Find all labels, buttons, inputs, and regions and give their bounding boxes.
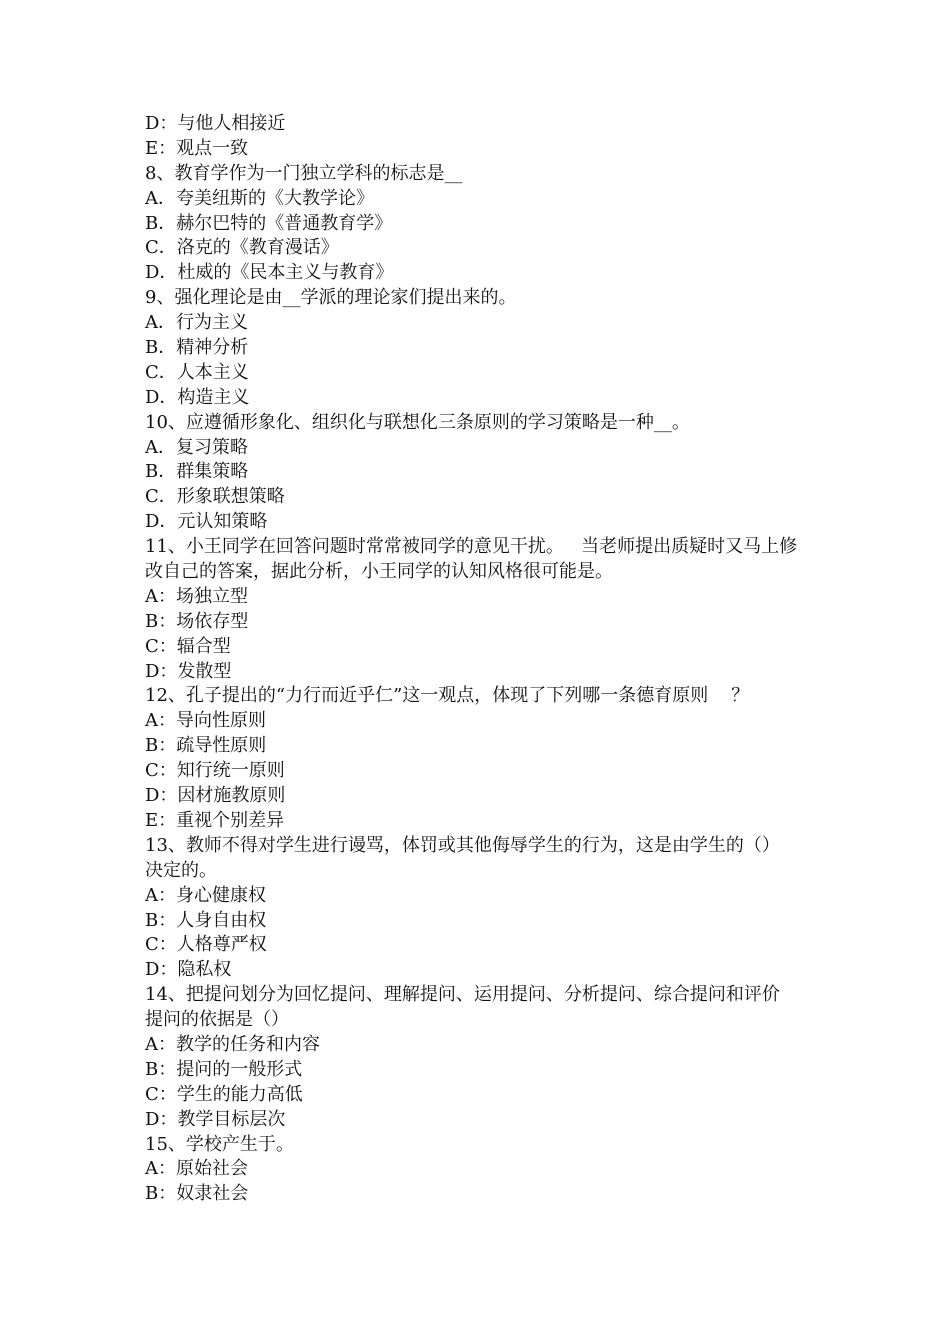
option-a-q13: A：身心健康权 xyxy=(145,884,266,906)
option-a-q11: A：场独立型 xyxy=(145,585,248,607)
option-d-q9: D．构造主义 xyxy=(145,386,250,408)
question-8: 8、教育学作为一门独立学科的标志是__ xyxy=(145,162,463,184)
option-a-q12: A：导向性原则 xyxy=(145,710,266,732)
option-b-q14: B：提问的一般形式 xyxy=(145,1058,303,1080)
option-b-q13: B：人身自由权 xyxy=(145,909,267,931)
option-d-q13: D：隐私权 xyxy=(145,959,232,981)
question-14-line-1: 14、把提问划分为回忆提问、理解提问、运用提问、分析提问、综合提问和评价 xyxy=(145,984,780,1006)
option-b-q11: B：场依存型 xyxy=(145,610,249,632)
option-e-q12: E：重视个别差异 xyxy=(145,809,285,831)
option-d-q8: D．杜威的《民本主义与教育》 xyxy=(145,262,394,284)
question-14-line-2: 提问的依据是（） xyxy=(145,1009,289,1031)
question-10: 10、应遵循形象化、组织化与联想化三条原则的学习策略是一种__。 xyxy=(145,411,690,433)
option-c-q13: C：人格尊严权 xyxy=(145,934,267,956)
option-b-q10: B．群集策略 xyxy=(145,461,249,483)
option-b-q15: B：奴隶社会 xyxy=(145,1183,249,1205)
question-13-line-1: 13、教师不得对学生进行谩骂，体罚或其他侮辱学生的行为，这是由学生的（） xyxy=(145,834,780,856)
option-d-q7: D：与他人相接近 xyxy=(145,113,286,134)
option-d-q10: D．元认知策略 xyxy=(145,511,268,533)
option-c-q9: C．人本主义 xyxy=(145,361,249,383)
option-c-q8: C．洛克的《教育漫话》 xyxy=(145,237,339,259)
option-a-q14: A：教学的任务和内容 xyxy=(145,1033,320,1055)
option-b-q9: B．精神分析 xyxy=(145,337,249,359)
option-c-q10: C．形象联想策略 xyxy=(145,486,285,508)
option-b-q12: B：疏导性原则 xyxy=(145,735,267,757)
question-15: 15、学校产生于。 xyxy=(145,1133,294,1155)
option-d-q12: D：因材施教原则 xyxy=(145,785,286,807)
option-c-q12: C：知行统一原则 xyxy=(145,760,285,782)
question-9: 9、强化理论是由__学派的理论家们提出来的。 xyxy=(145,287,517,309)
option-d-q11: D：发散型 xyxy=(145,660,232,682)
option-a-q10: A．复习策略 xyxy=(145,436,248,458)
document-body xyxy=(145,112,815,1207)
option-b-q8: B．赫尔巴特的《普通教育学》 xyxy=(145,212,393,234)
option-a-q15: A：原始社会 xyxy=(145,1158,248,1180)
question-11-line-2: 改自己的答案，据此分析，小王同学的认知风格很可能是。 xyxy=(145,561,613,583)
question-12: 12、孔子提出的“力行而近乎仁”这一观点，体现了下列哪一条德育原则 ？ xyxy=(145,685,750,707)
option-e-q7: E：观点一致 xyxy=(145,137,249,159)
option-a-q8: A．夸美纽斯的《大教学论》 xyxy=(145,187,374,209)
question-13-line-2: 决定的。 xyxy=(145,859,217,881)
option-d-q14: D：教学目标层次 xyxy=(145,1108,286,1130)
question-11-line-1: 11、小王同学在回答问题时常常被同学的意见干扰。 当老师提出质疑时又马上修 xyxy=(145,536,798,558)
option-c-q11: C：辐合型 xyxy=(145,635,231,657)
option-c-q14: C：学生的能力高低 xyxy=(145,1083,303,1105)
option-a-q9: A．行为主义 xyxy=(145,312,248,334)
